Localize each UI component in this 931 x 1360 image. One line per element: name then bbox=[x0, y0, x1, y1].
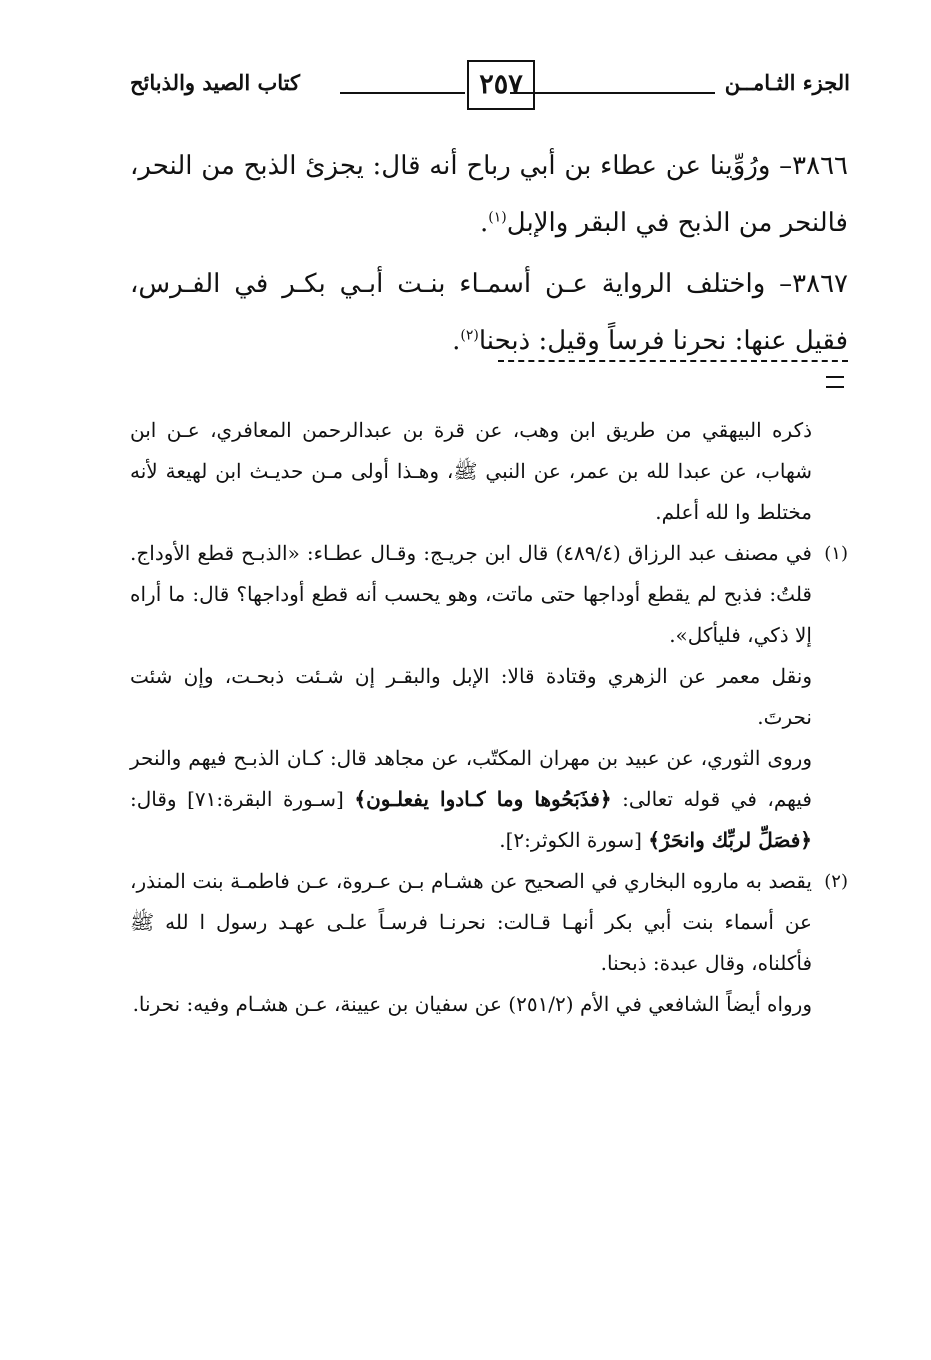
header-rule-right bbox=[510, 92, 715, 94]
main-text bbox=[130, 138, 848, 374]
footnote-2-number: (٢) bbox=[824, 871, 848, 892]
quran-quote-2: ﴿فصَلِّ لربِّك وانحَرْ﴾ bbox=[648, 828, 812, 852]
footnote-separator bbox=[498, 360, 848, 362]
paragraph-3866-text: ٣٨٦٦– ورُوِّينا عن عطاء بن أبي رباح أنه قال: يجزئ الذبح من النحر، فالنحر من الذبح في البقر والإبل bbox=[130, 151, 848, 238]
footnote-2-para-2: ورواه أيضاً الشافعي في الأم (٢٥١/٢) عن سفيان بن عيينة، عـن هشـام وفيه: نحرنا. bbox=[132, 992, 812, 1016]
paragraph-3866: ٣٨٦٦– ورُوِّينا عن عطاء بن أبي رباح أنه قال: يجزئ الذبح من النحر، فالنحر من الذبح في البقر والإبل$^{(١)}$. bbox=[130, 151, 848, 238]
footnote-1 bbox=[130, 533, 848, 861]
footnote-ref-2: (٢) bbox=[460, 327, 479, 344]
paragraph-3867: ٣٨٦٧– واختلف الرواية عـن أسمـاء بنـت أبـي بكـر في الفـرس، فقيل عنها: نحرنا فرساً وقيل: ذبحنا$^{(٢)}$. bbox=[130, 269, 848, 356]
footnote-2-para-1: يقصد به ماروه البخاري في الصحيح عن هشـام بـن عـروة، عـن فاطمـة بنت المنذر، عن أسماء بنت أبي بكر أنهـا قـالت: نحرنـا فرسـاً علـى عهـد رسول ا لله ﷺ فأكلناه، وقال عبدة: ذبحنا. bbox=[130, 869, 812, 975]
footnote-ref-1: (١) bbox=[488, 209, 507, 226]
footnote-1-para-2: ونقل معمر عن الزهري وقتادة قالا: الإبل والبقـر إن شـئت ذبحـت، وإن شئت نحرتَ. bbox=[130, 664, 812, 729]
footnote-2 bbox=[130, 861, 848, 1025]
paragraph-3867-text: ٣٨٦٧– واختلف الرواية عـن أسمـاء بنـت أبـي بكـر في الفـرس، فقيل عنها: نحرنا فرساً وقيل: ذبحنا bbox=[130, 269, 848, 356]
page-header bbox=[130, 60, 850, 116]
page-number: ٢٥٧ bbox=[467, 60, 535, 110]
header-part-title: الجزء الثـامــن bbox=[724, 70, 850, 95]
quran-quote-1: ﴿فذَبَحُوها وما كـادوا يفعلـون﴾ bbox=[354, 787, 612, 811]
footnote-continuation: ذكره البيهقي من طريق ابن وهب، عن قرة بن عبدالرحمن المعافري، عـن ابن شهاب، عن عبدا لله بن عمر، عن النبي ﷺ، وهـذا أولى مـن حديـث ابن لهيعة لأنه مختلط وا لله أعلم. bbox=[130, 418, 812, 524]
footnote-1-number: (١) bbox=[824, 543, 848, 564]
header-rule-left bbox=[340, 92, 465, 94]
separator-dashes bbox=[498, 360, 848, 362]
separator-equals bbox=[826, 376, 844, 388]
footnotes bbox=[130, 410, 848, 1025]
footnote-1-para-1: في مصنف عبد الرزاق (٤٨٩/٤) قال ابن جريـج: وقـال عطـاء: «الذبـح قطع الأوداج. قلتُ: فذبح لم يقطع أوداجها حتى ماتت، وهو يحسب أنه قطع أوداجها؟ قال: ما أراه إلا ذكي، فليأكل». bbox=[130, 541, 812, 647]
header-book-title: كتاب الصيد والذبائح bbox=[130, 70, 300, 95]
footnote-1-para-3: وروى الثوري، عن عبيد بن مهران المكتّب، عن مجاهد قال: كـان الذبـح فيهم والنحر فيهم، في قوله تعالى: ﴿فذَبَحُوها وما كـادوا يفعلـون﴾ [سـورة البقرة:٧١] وقال: ﴿فصَلِّ لربِّك وانحَرْ﴾ [سورة الكوثر:٢]. bbox=[130, 746, 812, 852]
